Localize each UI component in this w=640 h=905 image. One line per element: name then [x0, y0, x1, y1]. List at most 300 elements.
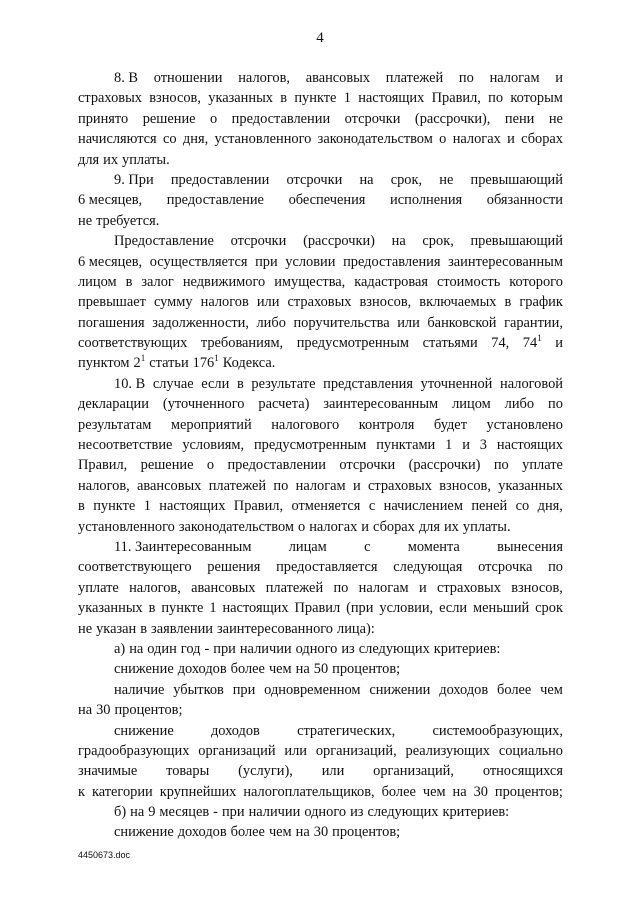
- word: на: [295, 661, 310, 678]
- word: страховых: [367, 477, 432, 494]
- word: заинтересованным: [323, 396, 439, 413]
- word: Правил: [294, 600, 341, 617]
- word: предоставление: [166, 192, 264, 209]
- word: превышающий: [470, 171, 563, 188]
- word: о: [439, 131, 447, 148]
- word: отсрочки: [344, 110, 401, 127]
- word: срок,: [422, 233, 454, 250]
- word: вынесения: [497, 538, 563, 555]
- word: одного: [295, 640, 338, 657]
- word: или: [397, 314, 420, 331]
- word: статьи: [149, 355, 189, 372]
- word: предоставления: [343, 253, 441, 270]
- word: 30: [473, 783, 488, 800]
- text-line: [78, 822, 563, 842]
- word: -: [204, 640, 210, 657]
- text-line: [78, 333, 563, 353]
- word: решение: [142, 110, 196, 127]
- text-line: [78, 659, 563, 679]
- word: социально: [498, 742, 563, 759]
- word: (уточненного: [162, 396, 245, 413]
- text-line: [78, 517, 563, 537]
- word: процентов;: [332, 824, 401, 841]
- word: требованиям,: [200, 335, 284, 352]
- text-line: [78, 578, 563, 598]
- word: Правил,: [431, 90, 481, 107]
- word: указанных: [498, 477, 563, 494]
- word: установленного: [78, 518, 175, 535]
- word: в: [504, 294, 512, 311]
- word: в: [140, 620, 148, 637]
- text-line: [78, 741, 563, 761]
- word: Предоставление: [114, 233, 214, 250]
- word: 1: [209, 600, 217, 617]
- word: и: [361, 518, 369, 535]
- word: требуется.: [96, 212, 160, 229]
- word: 6 месяцев,: [78, 253, 143, 270]
- word: наличии: [248, 804, 301, 821]
- word: законодательством: [178, 518, 295, 535]
- word: Правил,: [233, 498, 284, 515]
- word: взносов,: [359, 294, 412, 311]
- word: их: [443, 518, 459, 535]
- word: платежей: [208, 477, 267, 494]
- word: на: [359, 171, 374, 188]
- word: или: [256, 294, 280, 311]
- word: налоговой: [500, 375, 563, 392]
- word: стоимость: [436, 273, 501, 290]
- word: уплаты.: [462, 518, 511, 535]
- word: заинтересованного: [217, 620, 334, 637]
- word: на: [391, 233, 406, 250]
- word: $2^1$: [133, 353, 146, 372]
- word: о: [210, 110, 218, 127]
- word: процентов;: [494, 783, 563, 800]
- word: заявлении: [151, 620, 213, 637]
- word: при: [213, 640, 236, 657]
- word: наличие: [114, 681, 165, 698]
- word: крупнейших: [159, 783, 237, 800]
- text-line: [78, 68, 563, 88]
- word: 1: [343, 90, 351, 107]
- word: указанных: [78, 600, 143, 617]
- word: 9. При: [114, 171, 154, 188]
- word: момента: [407, 538, 460, 555]
- word: соответствующего: [78, 559, 192, 576]
- word: со: [163, 131, 177, 148]
- word: и: [352, 477, 361, 494]
- word: или: [284, 742, 307, 759]
- word: срок: [535, 600, 563, 617]
- word: доходов: [177, 824, 227, 841]
- word: со: [515, 498, 530, 515]
- word: сборах: [521, 131, 563, 148]
- word: пунктом: [78, 355, 130, 372]
- word: не: [78, 620, 93, 637]
- page-number: 4: [316, 30, 324, 46]
- word: категории: [91, 783, 153, 800]
- word: на: [129, 640, 144, 657]
- word: налогов,: [78, 477, 130, 494]
- text-line: [78, 150, 563, 170]
- word: 8. В: [114, 70, 138, 86]
- word: доходов: [439, 681, 489, 698]
- word: исполнения: [390, 192, 463, 209]
- word: сумму: [153, 294, 193, 311]
- word: одновременном: [264, 681, 361, 698]
- word: и: [507, 131, 515, 148]
- word: относящихся: [482, 763, 563, 780]
- footer-filename: 4450673.doc: [78, 850, 131, 860]
- text-line: [78, 639, 563, 659]
- word: уплаты.: [122, 151, 170, 168]
- word: снижение: [114, 661, 174, 678]
- word: авансовых: [137, 477, 202, 494]
- word: Правил,: [78, 457, 128, 474]
- word: несоответствие: [78, 437, 173, 454]
- text-line: [78, 619, 563, 639]
- word: уточненной: [420, 375, 493, 392]
- word: страховых: [436, 579, 501, 596]
- text-line: [78, 598, 563, 618]
- word: в: [236, 375, 244, 392]
- word: в: [125, 273, 133, 290]
- word: установлено: [486, 416, 563, 433]
- word: если: [439, 600, 468, 617]
- text-line: [78, 496, 563, 516]
- word: лицом: [78, 273, 117, 290]
- word: (услуги),: [238, 763, 293, 780]
- word: снижение: [114, 722, 174, 739]
- word: (при: [346, 600, 374, 617]
- word: решения: [207, 559, 261, 576]
- word: статьями: [422, 335, 478, 352]
- word: с: [364, 538, 371, 555]
- word: включаемых: [419, 294, 497, 311]
- word: (рассрочки),: [414, 110, 491, 127]
- word: налогов: [200, 294, 249, 311]
- text-line: [78, 129, 563, 149]
- word: срок,: [390, 171, 423, 188]
- word: и: [418, 579, 427, 596]
- word: представления: [323, 375, 413, 392]
- word: организаций: [198, 742, 276, 759]
- word: настоящих: [358, 90, 425, 107]
- word: налогов,: [129, 579, 181, 596]
- text-line: [78, 88, 563, 108]
- word: на: [130, 804, 145, 821]
- word: критериев:: [433, 640, 501, 657]
- word: налогового: [271, 416, 340, 433]
- text-line: [78, 353, 563, 373]
- word: лица):: [337, 620, 375, 637]
- word: к: [78, 783, 85, 800]
- word: залог: [141, 273, 174, 290]
- word: взносов,: [149, 90, 201, 107]
- text-line: [78, 557, 563, 577]
- word: месяцев: [159, 804, 210, 821]
- word: график: [519, 294, 563, 311]
- text-line: [78, 272, 563, 292]
- word: отсрочка: [478, 559, 533, 576]
- word: и: [555, 70, 563, 86]
- word: более: [497, 681, 532, 698]
- word: критериев:: [442, 804, 510, 821]
- word: (рассрочки): [408, 457, 481, 474]
- word: налогам: [489, 70, 540, 86]
- word: меньший: [473, 600, 530, 617]
- word: которым: [510, 90, 563, 107]
- word: сборах: [373, 518, 415, 535]
- document-body: [78, 68, 563, 843]
- word: условии: [285, 253, 336, 270]
- word: гарантии,: [504, 314, 563, 331]
- word: на: [78, 702, 93, 719]
- word: или: [321, 763, 345, 780]
- word: при: [221, 804, 245, 821]
- word: налогов,: [238, 70, 290, 86]
- word: заинтересованным: [448, 253, 563, 270]
- word: настоящих: [159, 498, 226, 515]
- word: процентов;: [332, 661, 401, 678]
- word: товары: [166, 763, 210, 780]
- word: соответствующих: [78, 335, 188, 352]
- word: чем: [268, 824, 292, 841]
- word: предусмотренным: [253, 437, 367, 454]
- word: Кодекса.: [222, 355, 276, 372]
- text-line: [78, 211, 563, 231]
- word: снижении: [369, 681, 431, 698]
- text-line: [78, 313, 563, 333]
- word: 30: [96, 702, 111, 719]
- word: 9: [148, 804, 156, 821]
- word: отсрочки: [230, 233, 287, 250]
- word: пени: [504, 110, 535, 127]
- word: указан: [96, 620, 137, 637]
- word: следующих: [358, 640, 430, 657]
- word: по: [493, 457, 509, 474]
- text-line: [78, 680, 563, 700]
- word: превышающий: [470, 233, 563, 250]
- word: и: [462, 437, 470, 454]
- word: налогам: [358, 579, 409, 596]
- word: обязанности: [486, 192, 563, 209]
- word: страховых: [287, 294, 352, 311]
- word: при: [232, 681, 256, 698]
- word: следующих: [367, 804, 439, 821]
- word: чем: [268, 661, 292, 678]
- word: авансовых: [305, 70, 371, 86]
- word: более: [381, 783, 416, 800]
- word: отсрочки: [286, 171, 343, 188]
- word: по: [548, 559, 563, 576]
- word: чем: [422, 783, 446, 800]
- word: значимые: [78, 763, 138, 780]
- word: один: [147, 640, 177, 657]
- word: предоставлении: [231, 110, 331, 127]
- word: год: [180, 640, 201, 657]
- word: уплате: [522, 457, 563, 474]
- word: на: [452, 783, 467, 800]
- word: для: [78, 151, 100, 168]
- word: при: [255, 253, 278, 270]
- text-line: [78, 170, 563, 190]
- text-line: [78, 782, 563, 802]
- word: взносов,: [511, 579, 563, 596]
- word: поручительства: [293, 314, 390, 331]
- text-line: [78, 476, 563, 496]
- text-line: [78, 374, 563, 394]
- word: по: [548, 396, 563, 413]
- word: а): [114, 640, 126, 657]
- text-line: [78, 455, 563, 475]
- text-line: [78, 761, 563, 781]
- word: начислением: [383, 498, 463, 515]
- word: наличии: [239, 640, 292, 657]
- word: декларации: [78, 396, 149, 413]
- text-line: [78, 252, 563, 272]
- word: указанных: [208, 90, 273, 107]
- word: налогам: [295, 477, 346, 494]
- word: 1: [445, 437, 453, 454]
- word: отношении: [153, 70, 223, 86]
- word: платежей: [265, 579, 324, 596]
- word: 6 месяцев,: [78, 192, 143, 209]
- word: более: [230, 824, 265, 841]
- word: настоящих: [496, 437, 563, 454]
- word: организаций,: [373, 763, 454, 780]
- text-line: [78, 190, 563, 210]
- word: расчета): [258, 396, 310, 413]
- word: кадастровая: [354, 273, 428, 290]
- word: случае: [152, 375, 194, 392]
- word: следующая: [393, 559, 463, 576]
- text-line: [78, 231, 563, 251]
- word: отменяется: [291, 498, 361, 515]
- word: дня,: [537, 498, 563, 515]
- text-line: [78, 700, 563, 720]
- word: контроля: [358, 416, 415, 433]
- word: по: [488, 90, 504, 107]
- word: налогах: [309, 518, 358, 535]
- word: уплате: [78, 579, 119, 596]
- word: обеспечения: [288, 192, 366, 209]
- word: стратегических,: [297, 722, 396, 739]
- word: по: [458, 70, 474, 86]
- word: из: [350, 804, 364, 821]
- word: $74^1$: [522, 333, 542, 352]
- word: реализующих: [405, 742, 490, 759]
- word: о: [298, 518, 306, 535]
- word: доходов: [177, 661, 227, 678]
- word: пункте: [294, 90, 337, 107]
- word: задолженности,: [152, 314, 249, 331]
- word: пункте: [93, 498, 136, 515]
- word: по: [333, 579, 349, 596]
- word: градообразующих: [78, 742, 190, 759]
- word: из: [341, 640, 355, 657]
- word: пеней: [471, 498, 508, 515]
- word: принято: [78, 110, 129, 127]
- word: более: [230, 661, 265, 678]
- word: дня,: [182, 131, 209, 148]
- word: погашения: [78, 314, 145, 331]
- word: б): [114, 804, 127, 821]
- word: налогоплательщиков,: [243, 783, 375, 800]
- word: лицом: [452, 396, 491, 413]
- word: условии,: [379, 600, 434, 617]
- word: результате: [251, 375, 316, 392]
- word: предоставляется: [276, 559, 378, 576]
- text-line: [78, 415, 563, 435]
- word: 3: [479, 437, 487, 454]
- word: $176^1$: [192, 353, 219, 372]
- word: и: [555, 335, 563, 352]
- word: законодательством: [317, 131, 433, 148]
- word: условиям,: [182, 437, 245, 454]
- word: установленного: [214, 131, 312, 148]
- word: решение: [140, 457, 194, 474]
- text-line: [78, 394, 563, 414]
- text-line: [78, 109, 563, 129]
- text-line: [78, 802, 563, 822]
- word: по: [273, 477, 289, 494]
- word: 50: [313, 661, 329, 678]
- word: не: [439, 171, 454, 188]
- word: не: [78, 212, 93, 229]
- word: результатам: [78, 416, 152, 433]
- word: предусмотренным: [296, 335, 410, 352]
- word: предоставлении: [170, 171, 270, 188]
- word: недвижимого: [182, 273, 266, 290]
- text-line: [78, 721, 563, 741]
- word: о: [206, 457, 215, 474]
- word: страховых: [78, 90, 142, 107]
- word: превышает: [78, 294, 146, 311]
- word: в: [280, 90, 288, 107]
- word: которого: [509, 273, 563, 290]
- word: лицам: [288, 538, 327, 555]
- word: (рассрочки): [303, 233, 375, 250]
- word: начисляются: [78, 131, 157, 148]
- word: мероприятий: [170, 416, 252, 433]
- word: их: [103, 151, 119, 168]
- word: отсрочки: [339, 457, 396, 474]
- word: системообразующих,: [432, 722, 563, 739]
- word: для: [418, 518, 440, 535]
- word: организаций,: [315, 742, 397, 759]
- word: 10. В: [114, 375, 146, 392]
- word: снижение: [114, 824, 174, 841]
- word: убытков: [173, 681, 224, 698]
- word: авансовых: [191, 579, 256, 596]
- word: 74,: [491, 335, 510, 352]
- word: пунктами: [376, 437, 436, 454]
- word: в: [78, 498, 85, 515]
- word: процентов;: [114, 702, 183, 719]
- word: 30: [313, 824, 329, 841]
- word: предоставлении: [227, 457, 326, 474]
- word: имущества,: [274, 273, 346, 290]
- word: 11. Заинтересованным: [114, 538, 252, 555]
- text-line: [78, 537, 563, 557]
- word: не: [548, 110, 563, 127]
- word: осуществляется: [149, 253, 248, 270]
- word: платежей: [385, 70, 444, 86]
- word: налогах: [452, 131, 501, 148]
- word: 1: [143, 498, 151, 515]
- word: -: [213, 804, 218, 821]
